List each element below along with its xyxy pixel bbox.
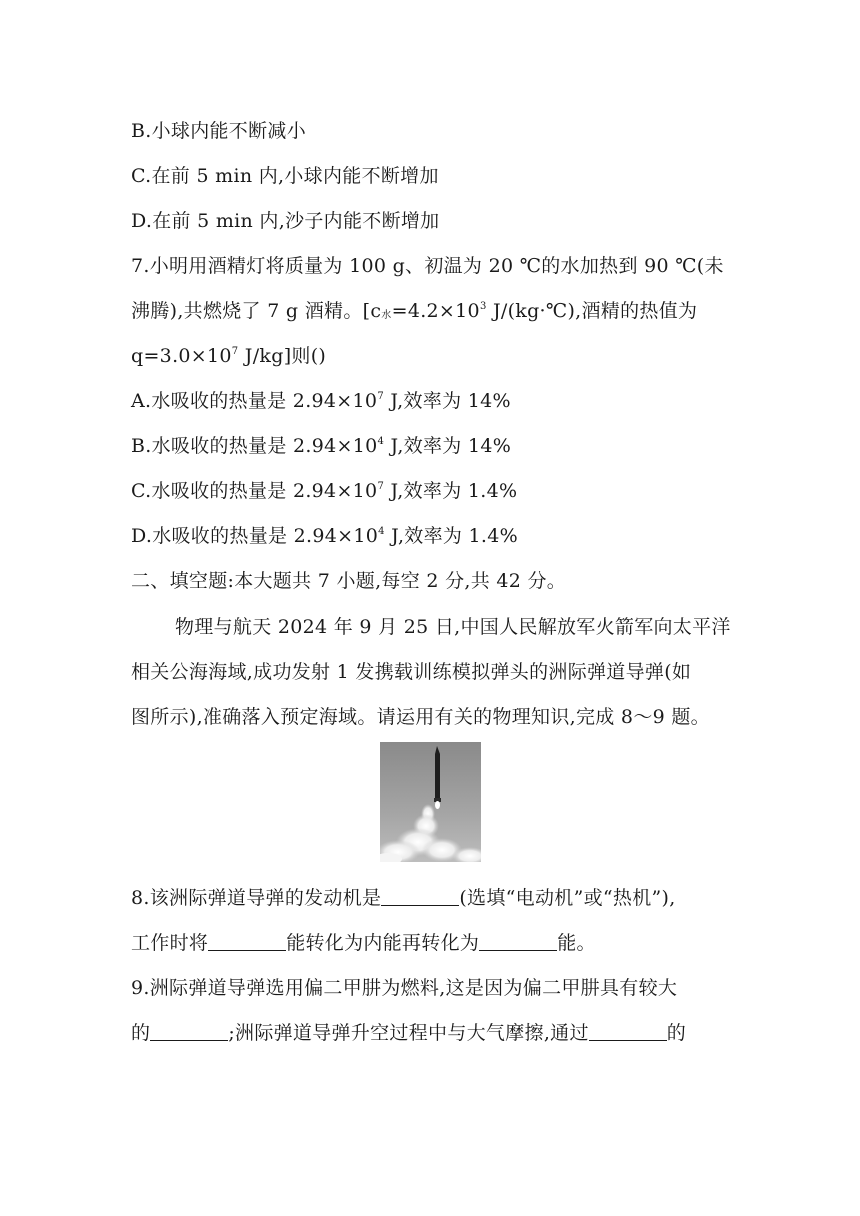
passage-line3: 图所示),准确落入预定海域。请运用有关的物理知识,完成 8～9 题。 bbox=[131, 706, 710, 728]
q6-option-b: B.小球内能不断减小 bbox=[131, 120, 307, 142]
q9-line2: 的 ;洲际弹道导弹升空过程中与大气摩擦,通过 的 bbox=[131, 1022, 687, 1044]
answer-blank[interactable] bbox=[150, 1022, 228, 1041]
q7-option-a: A.水吸收的热量是 $2.94\times 10^7$ J,效率为 14% bbox=[131, 390, 511, 412]
missile-launch-image bbox=[380, 742, 481, 862]
q8-line2: 工作时将 能转化为内能再转化为 能。 bbox=[131, 932, 596, 954]
q7-option-d: D.水吸收的热量是 $2.94\times 10^4$ J,效率为 1.4% bbox=[131, 525, 519, 547]
passage-line1: 物理与航天 2024 年 9 月 25 日,中国人民解放军火箭军向太平洋 bbox=[175, 616, 731, 638]
q6-option-d: D.在前 5 min 内,沙子内能不断增加 bbox=[131, 210, 440, 232]
q7-stem-line3: $q=3.0\times 10^7$ J/kg]则() bbox=[131, 345, 327, 367]
section-heading-fill-in: 二、填空题:本大题共 7 小题,每空 2 分,共 42 分。 bbox=[131, 570, 567, 592]
q7-stem-line2: 沸腾),共燃烧了 7 g 酒精。[$c_水=4.2\times 10^3$ J/(kg·℃),酒精的热值为 bbox=[131, 300, 698, 322]
answer-blank[interactable] bbox=[381, 887, 459, 906]
q7-stem-line1: 7.小明用酒精灯将质量为 100 g、初温为 20 ℃的水加热到 90 ℃(未 bbox=[131, 255, 724, 277]
q6-option-c: C.在前 5 min 内,小球内能不断增加 bbox=[131, 165, 439, 187]
q7-option-b: B.水吸收的热量是 $2.94\times 10^4$ J,效率为 14% bbox=[131, 435, 512, 457]
answer-blank[interactable] bbox=[479, 932, 557, 951]
answer-blank[interactable] bbox=[589, 1022, 667, 1041]
q9-line1: 9.洲际弹道导弹选用偏二甲肼为燃料,这是因为偏二甲肼具有较大 bbox=[131, 977, 678, 999]
q7-option-c: C.水吸收的热量是 $2.94\times 10^7$ J,效率为 1.4% bbox=[131, 480, 518, 502]
answer-blank[interactable] bbox=[208, 932, 286, 951]
q8-line1: 8.该洲际弹道导弹的发动机是 (选填“电动机”或“热机”), bbox=[131, 887, 676, 909]
passage-line2: 相关公海海域,成功发射 1 发携载训练模拟弹头的洲际弹道导弹(如 bbox=[131, 661, 692, 683]
